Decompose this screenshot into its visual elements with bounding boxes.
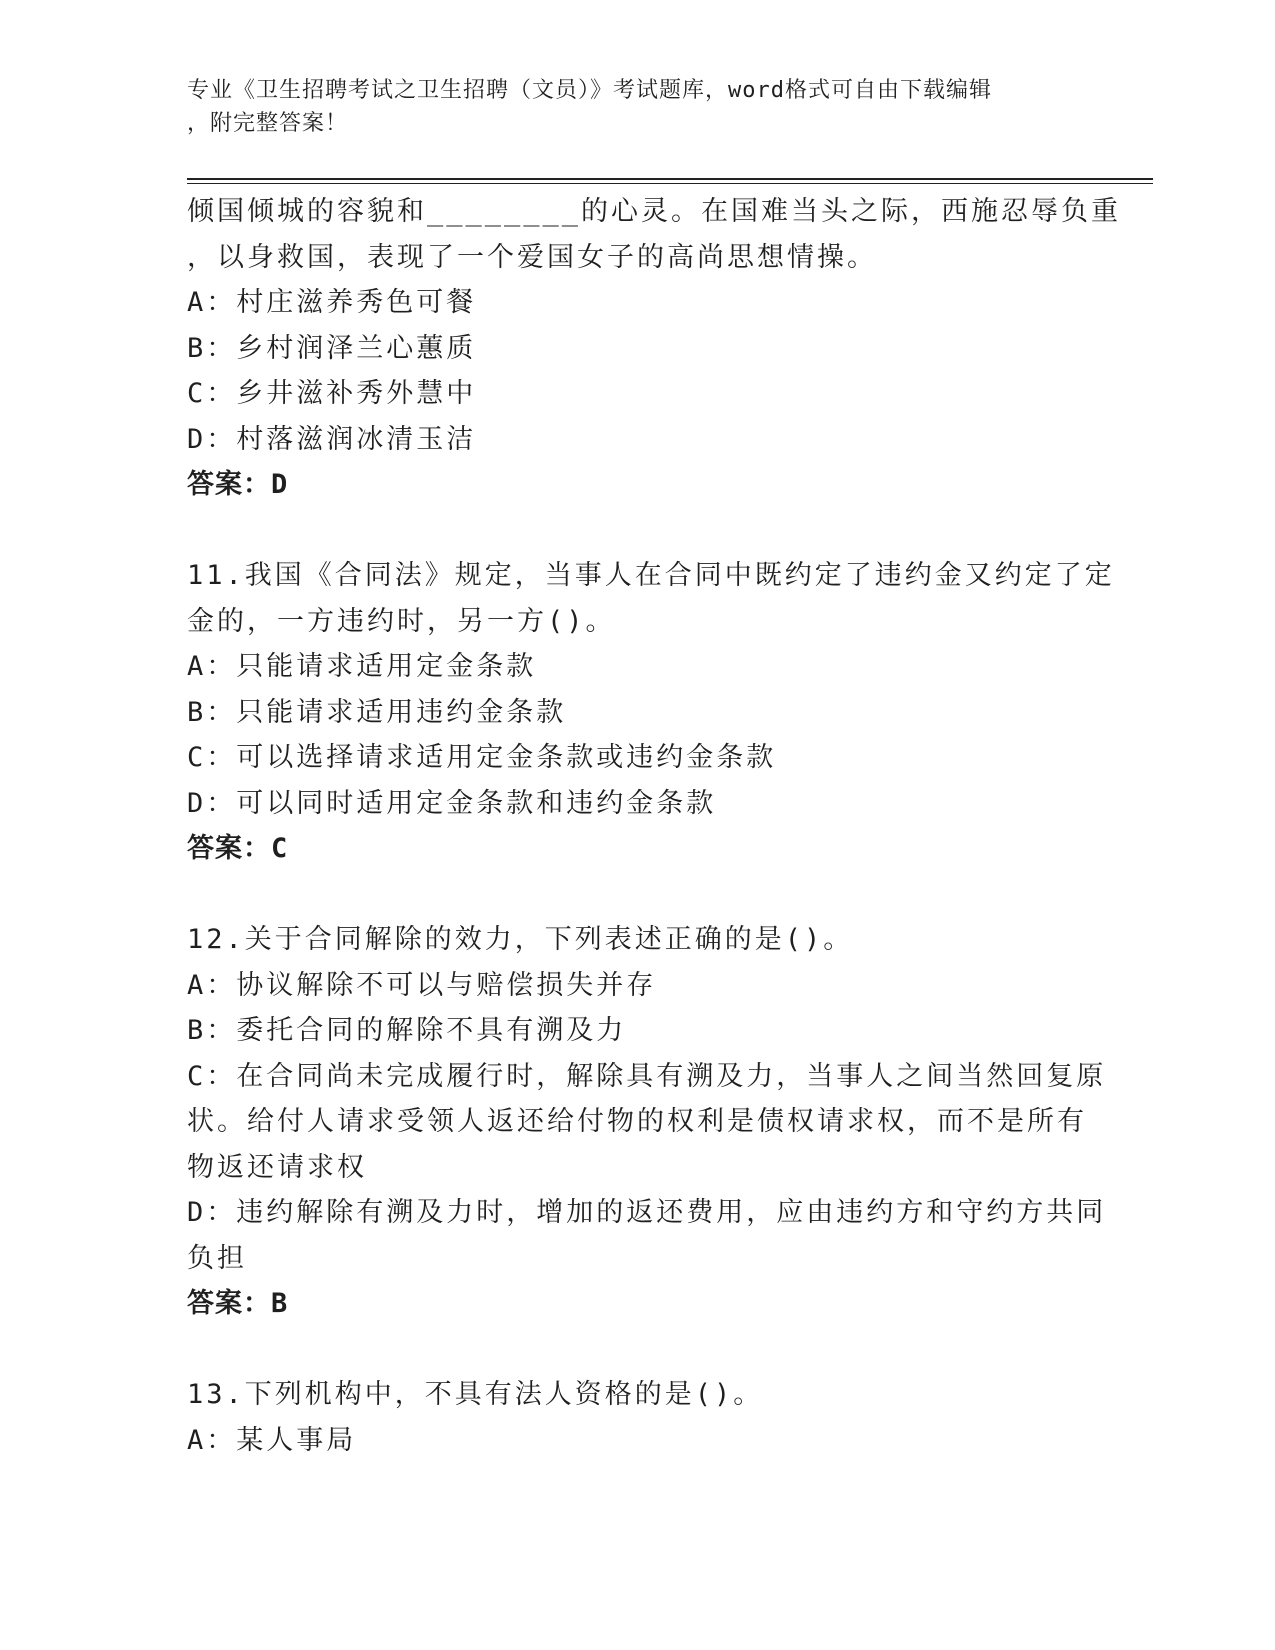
option-d: D：违约解除有溯及力时，增加的返还费用，应由违约方和守约方共同: [187, 1197, 1107, 1228]
question-text: 倾国倾城的容貌和________的心灵。在国难当头之际，西施忍辱负重: [187, 196, 1122, 227]
option-b: B：只能请求适用违约金条款: [187, 696, 567, 728]
option-a: A：只能请求适用定金条款: [187, 651, 537, 682]
header-line-2: ，附完整答案！: [187, 111, 349, 136]
answer-label: 答案：D: [187, 469, 289, 500]
option-d: D：村落滋润冰清玉洁: [187, 423, 477, 455]
question-10: [187, 189, 1122, 508]
question-list: [187, 189, 1122, 1463]
option-c-continued: 状。给付人请求受领人返还给付物的权利是债权请求权，而不是所有: [187, 1106, 1087, 1137]
option-c: C：乡井滋补秀外慧中: [187, 378, 477, 409]
spacer: [187, 1327, 1087, 1373]
option-b: B：委托合同的解除不具有溯及力: [187, 1015, 627, 1046]
option-a: A：某人事局: [187, 1424, 357, 1456]
option-a: A：协议解除不可以与赔偿损失并存: [187, 969, 657, 1001]
question-text: 金的，一方违约时，另一方()。: [187, 605, 616, 637]
answer-label: 答案：B: [187, 1288, 289, 1319]
question-13: [187, 1372, 1087, 1463]
option-b: B：乡村润泽兰心蕙质: [187, 332, 477, 364]
question-text: 11.我国《合同法》规定，当事人在合同中既约定了违约金又约定了定: [187, 560, 1115, 591]
option-d: D：可以同时适用定金条款和违约金条款: [187, 787, 717, 819]
document-header: [187, 74, 1067, 140]
question-text: ，以身救国，表现了一个爱国女子的高尚思想情操。: [187, 241, 877, 273]
spacer: [187, 508, 1087, 554]
question-11: [187, 553, 1115, 872]
answer-label: 答案：C: [187, 833, 289, 864]
option-c-continued: 物返还请求权: [187, 1151, 367, 1183]
option-c: C：在合同尚未完成履行时，解除具有溯及力，当事人之间当然回复原: [187, 1060, 1107, 1092]
header-rule-thick: [187, 178, 1153, 180]
spacer: [187, 872, 1087, 918]
question-12: [187, 917, 1107, 1327]
header-rule-thin: [187, 183, 1153, 184]
header-line-1: 专业《卫生招聘考试之卫生招聘（文员）》考试题库，word格式可自由下载编辑: [187, 78, 992, 103]
option-d-continued: 负担: [187, 1242, 247, 1274]
question-text: 12.关于合同解除的效力，下列表述正确的是()。: [187, 924, 854, 955]
question-text: 13.下列机构中，不具有法人资格的是()。: [187, 1379, 764, 1410]
option-c: C：可以选择请求适用定金条款或违约金条款: [187, 742, 777, 773]
option-a: A：村庄滋养秀色可餐: [187, 287, 477, 318]
